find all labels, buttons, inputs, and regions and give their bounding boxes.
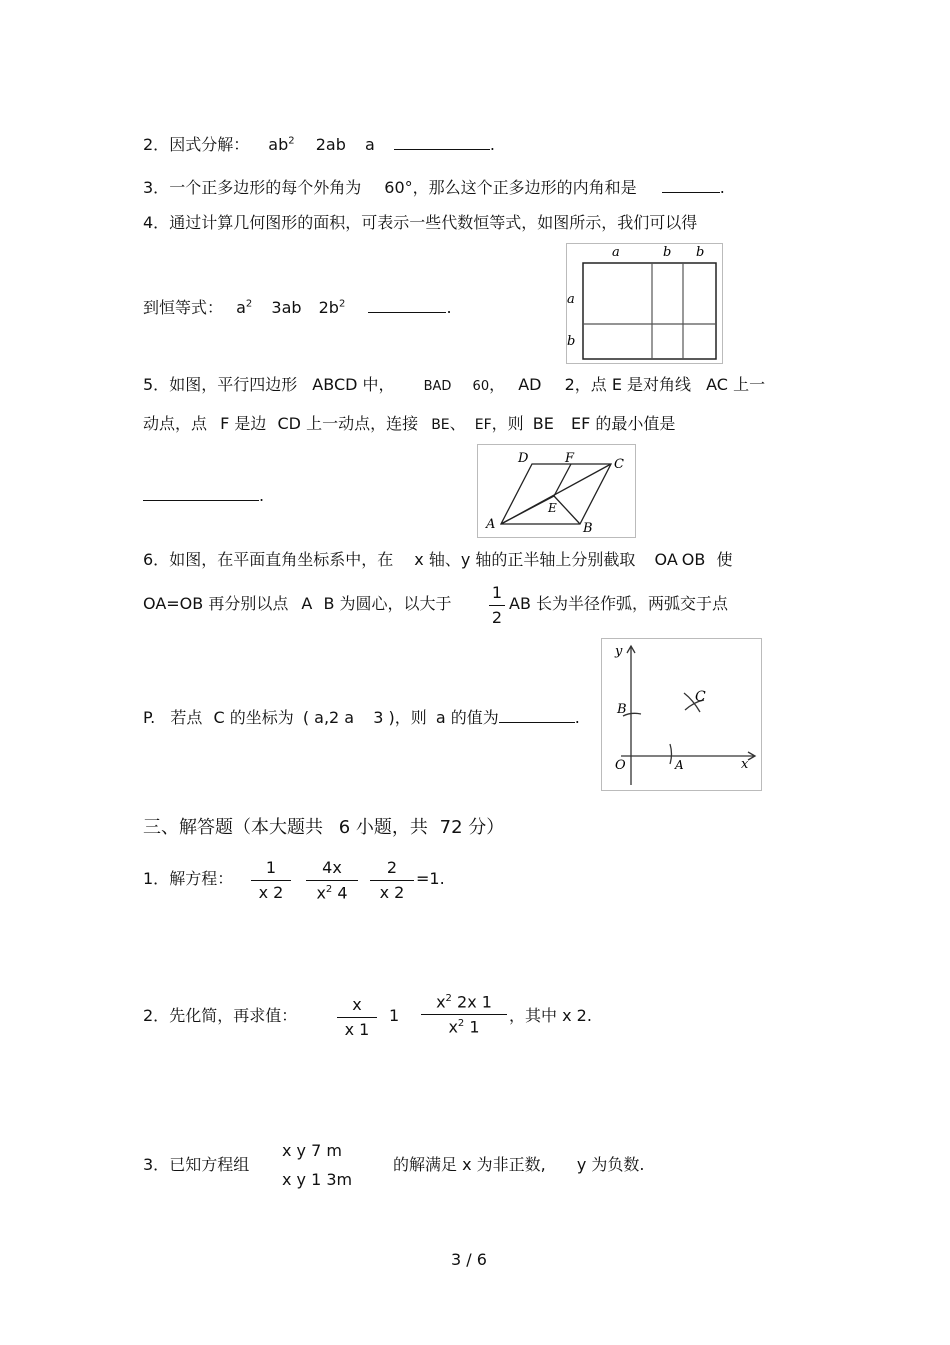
outer-rectangle bbox=[583, 263, 716, 359]
question-text: ，则 bbox=[491, 414, 524, 433]
fraction-quadratic bbox=[421, 994, 507, 1036]
question-text: CD 上一动点，连接 bbox=[277, 414, 419, 433]
section-title: 三、解答题（本大题共 bbox=[143, 817, 323, 838]
question-number: 2． bbox=[143, 135, 170, 154]
solve-problem-1 bbox=[143, 871, 233, 887]
math-exponent: 2 bbox=[288, 135, 295, 147]
math-exponent: 2 bbox=[338, 298, 346, 310]
question-text: 一个正多边形的每个外角为 bbox=[169, 178, 362, 197]
fill-question-5-line1 bbox=[143, 377, 765, 393]
fraction-denominator bbox=[306, 885, 358, 901]
fill-question-6-line1 bbox=[143, 552, 732, 568]
answer-blank[interactable] bbox=[499, 708, 575, 723]
fraction-numerator: 4x bbox=[322, 858, 342, 877]
question-number: 1． bbox=[143, 869, 170, 888]
fraction-numerator: 1 bbox=[491, 583, 503, 602]
question-number: 6． bbox=[143, 550, 170, 569]
question-number: 2． bbox=[143, 1006, 170, 1025]
math-exponent: 2 bbox=[457, 1018, 465, 1030]
numerator-term: 2x 1 bbox=[451, 992, 492, 1012]
question-text: 使 bbox=[716, 550, 733, 569]
fraction-bar bbox=[251, 880, 291, 881]
fraction-bar bbox=[306, 880, 358, 881]
fraction-2 bbox=[306, 860, 358, 901]
coordinate-figure bbox=[601, 638, 763, 792]
label-top-b: b bbox=[696, 245, 705, 260]
question-text: P. bbox=[143, 708, 156, 727]
coordinate: 3 ) bbox=[373, 708, 395, 727]
label-a: A bbox=[486, 517, 496, 532]
label-d: D bbox=[518, 451, 529, 466]
solve-problem-2 bbox=[143, 1008, 297, 1024]
fraction-denominator: 2 bbox=[491, 608, 503, 627]
label-f: F bbox=[565, 451, 575, 466]
question-text: x 轴、 bbox=[414, 550, 461, 569]
fraction-numerator bbox=[421, 994, 507, 1010]
fraction-denominator: x 2 bbox=[379, 883, 405, 902]
denominator-term: x bbox=[448, 1017, 458, 1037]
question-text: ，那么这个正多边形的内角和是 bbox=[412, 178, 637, 197]
fraction-bar bbox=[337, 1017, 377, 1018]
period: . bbox=[446, 298, 452, 317]
figure-frame bbox=[567, 244, 723, 364]
question-text: ，则 bbox=[394, 708, 427, 727]
angle-value: 60 bbox=[472, 379, 490, 394]
fraction-denominator: x 1 bbox=[344, 1020, 370, 1039]
question-text: ABCD 中， bbox=[312, 375, 395, 394]
fill-question-4-line1 bbox=[143, 215, 697, 231]
question-text: B 为圆心，以大于 bbox=[323, 594, 452, 613]
area-rectangle-figure bbox=[566, 243, 724, 365]
fill-question-6-line2 bbox=[143, 596, 452, 612]
question-number: 4． bbox=[143, 213, 170, 232]
fraction-one-half bbox=[489, 585, 505, 626]
label-x: x bbox=[741, 757, 749, 772]
denominator-term: 1 bbox=[464, 1017, 480, 1037]
fraction-numerator: 2 bbox=[386, 858, 398, 877]
label-b: B bbox=[583, 521, 593, 536]
solve-problem-3 bbox=[143, 1157, 249, 1173]
label-top-a: a bbox=[612, 245, 620, 260]
system-equation-1: x y 7 m bbox=[282, 1141, 342, 1160]
math-term: a bbox=[364, 135, 375, 154]
question-text: 先化简，再求值： bbox=[169, 1006, 298, 1025]
question-number: 5． bbox=[143, 375, 170, 394]
question-number: 3． bbox=[143, 178, 170, 197]
math-exponent: 2 bbox=[245, 298, 253, 310]
question-text: OA=OB 再分别以点 bbox=[143, 594, 289, 613]
angle-value: 60° bbox=[384, 178, 413, 197]
fraction-numerator: x bbox=[352, 995, 362, 1014]
label-top-b: b bbox=[663, 245, 672, 260]
math-term: 2b bbox=[318, 298, 339, 317]
question-text: EF 的最小值是 bbox=[570, 414, 676, 433]
label-o: O bbox=[615, 758, 626, 773]
question-text: AB 长为半径作弧，两弧交于点 bbox=[509, 594, 729, 613]
segment-name: OA bbox=[654, 550, 678, 569]
question-text: 如图，在平面直角坐标系中，在 bbox=[169, 550, 394, 569]
fraction-denominator: x 2 bbox=[258, 883, 284, 902]
fill-question-6-line2-tail bbox=[509, 596, 728, 612]
math-exponent: 2 bbox=[325, 884, 333, 895]
label-e: E bbox=[548, 501, 557, 515]
question-text: 若点 bbox=[170, 708, 203, 727]
angle-symbol: BAD bbox=[423, 379, 452, 394]
condition-text: ，其中 x 2. bbox=[509, 1006, 592, 1025]
answer-blank[interactable] bbox=[368, 298, 446, 313]
arc-at-a bbox=[670, 744, 672, 764]
question-text: 如图，平行四边形 bbox=[169, 375, 298, 394]
period: . bbox=[489, 135, 495, 154]
period: . bbox=[574, 708, 580, 727]
question-text: 因式分解： bbox=[169, 135, 250, 154]
condition-text bbox=[393, 1157, 644, 1173]
equation-rhs: =1. bbox=[416, 869, 445, 888]
section-score: 72 分） bbox=[439, 817, 505, 838]
segment-value: 2 bbox=[564, 375, 575, 394]
math-term: 1 bbox=[389, 1006, 400, 1025]
denominator-term: 4 bbox=[332, 883, 348, 903]
fraction-bar bbox=[370, 880, 414, 881]
segment-name: OB bbox=[681, 550, 706, 569]
fraction-bar bbox=[421, 1014, 507, 1015]
question-text: 到恒等式： bbox=[143, 298, 224, 317]
point-name: A bbox=[301, 594, 313, 613]
segment-name: BE bbox=[431, 417, 450, 433]
math-term: 2ab bbox=[315, 135, 346, 154]
label-left-b: b bbox=[567, 334, 576, 349]
fill-question-5-line3 bbox=[143, 486, 264, 504]
question-text: F 是边 bbox=[220, 414, 267, 433]
question-text: a 的值为 bbox=[435, 708, 499, 727]
segment-name: EF bbox=[474, 417, 492, 433]
coordinate: ( a,2 a bbox=[302, 708, 355, 727]
fraction-1 bbox=[251, 860, 291, 901]
segment-be bbox=[554, 496, 580, 524]
answer-blank[interactable] bbox=[394, 135, 490, 150]
numerator-term: x bbox=[436, 992, 446, 1012]
section-count: 6 小题，共 bbox=[338, 817, 428, 838]
question-text: C 的坐标为 bbox=[213, 708, 294, 727]
fill-question-2 bbox=[143, 135, 495, 153]
question-text: 通过计算几何图形的面积，可表示一些代数恒等式，如图所示，我们可以得 bbox=[169, 213, 698, 232]
segment-name: AD bbox=[518, 375, 542, 394]
label-c: C bbox=[614, 457, 624, 472]
label-a: A bbox=[675, 758, 684, 772]
section-3-title bbox=[143, 819, 504, 837]
question-text: y 轴的正半轴上分别截取 bbox=[460, 550, 636, 569]
question-text: ，点 E 是对角线 bbox=[574, 375, 692, 394]
answer-blank[interactable] bbox=[143, 486, 259, 501]
math-term: ab bbox=[268, 135, 289, 154]
fill-question-6-line3 bbox=[143, 708, 580, 726]
denominator-term: x bbox=[316, 883, 326, 903]
fraction-x-over-x-1 bbox=[337, 997, 377, 1038]
fill-question-3 bbox=[143, 178, 725, 196]
page-number: 3 / 6 bbox=[451, 1250, 487, 1269]
fraction-denominator bbox=[421, 1019, 507, 1035]
condition-part: 的解满足 x 为非正数, bbox=[393, 1155, 546, 1174]
separator: 、 bbox=[449, 414, 466, 433]
system-equation-2: x y 1 3m bbox=[282, 1170, 353, 1189]
question-number: 3． bbox=[143, 1155, 170, 1174]
fill-question-5-line2 bbox=[143, 416, 675, 432]
label-c: C bbox=[695, 689, 706, 705]
label-y: y bbox=[615, 644, 623, 659]
condition-part: y 为负数. bbox=[576, 1155, 645, 1174]
label-b: B bbox=[617, 702, 627, 717]
parallelogram-figure bbox=[477, 444, 637, 539]
segment-ef bbox=[554, 464, 571, 496]
period: . bbox=[259, 486, 265, 505]
math-term: a bbox=[236, 298, 246, 317]
question-text: 解方程： bbox=[169, 869, 234, 888]
period: . bbox=[719, 178, 725, 197]
fraction-numerator: 1 bbox=[265, 858, 277, 877]
label-left-a: a bbox=[567, 292, 575, 307]
question-text: AC 上一 bbox=[706, 375, 766, 394]
question-text: 已知方程组 bbox=[169, 1155, 250, 1174]
fraction-3 bbox=[370, 860, 414, 901]
segment-name: BE bbox=[532, 414, 554, 433]
math-exponent: 2 bbox=[445, 993, 452, 1004]
fraction-bar bbox=[489, 605, 505, 606]
answer-blank[interactable] bbox=[662, 178, 720, 193]
question-text: 动点，点 bbox=[143, 414, 208, 433]
fill-question-4-line2 bbox=[143, 298, 452, 316]
math-term: 3ab bbox=[271, 298, 302, 317]
comma: ， bbox=[489, 375, 506, 394]
